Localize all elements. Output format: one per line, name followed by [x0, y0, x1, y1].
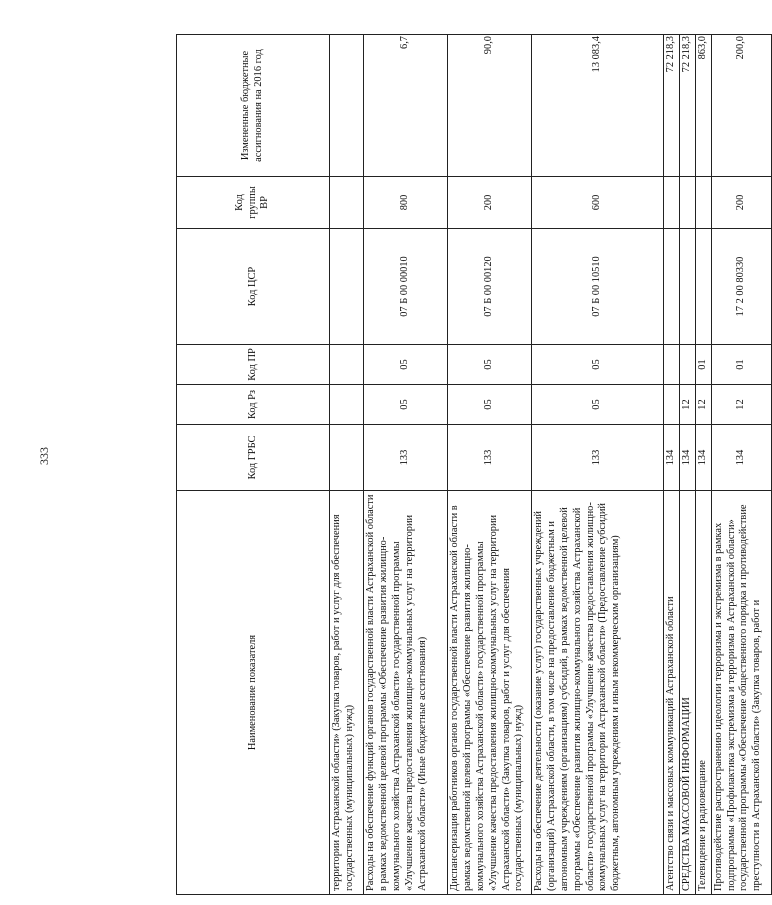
cell-sum: 6,7 [364, 35, 448, 177]
cell-vr: 600 [532, 177, 664, 229]
cell-pr [679, 345, 695, 385]
cell-sum: 863,0 [695, 35, 711, 177]
cell-name: Расходы на обеспечение деятельности (оказание услуг) государственных учреждений (организаций) Астраханской области, в том числе на предоставление бюджетным и автономным учреждениям (организациям) субсидий, в рамках ведомственной целевой программы «Обеспечение развития жилищно-коммунального хозяйства Астраханской области» государственной программы «Улучшение качества предоставления жилищно-коммунальных услуг на территории Астраханской области» (Предоставление субсидий бюджетным, автономным учреждениям и иным некоммерческим организациям) [532, 491, 664, 895]
cell-name: СРЕДСТВА МАССОВОЙ ИНФОРМАЦИИ [679, 491, 695, 895]
cell-name: территории Астраханской области» (Закупка товаров, работ и услуг для обеспечения государственных (муниципальных) нужд) [330, 491, 364, 895]
cell-vr: 800 [364, 177, 448, 229]
cell-pr: 05 [364, 345, 448, 385]
rotated-table-container [176, 35, 763, 895]
cell-sum: 72 218,3 [664, 35, 680, 177]
cell-rz: 05 [364, 385, 448, 425]
cell-rz [664, 385, 680, 425]
cell-csr: 07 Б 00 10510 [532, 229, 664, 345]
cell-rz: 12 [679, 385, 695, 425]
header-rz: Код Рз [177, 385, 330, 425]
header-csr: Код ЦСР [177, 229, 330, 345]
cell-csr [679, 229, 695, 345]
cell-pr [664, 345, 680, 385]
cell-pr: 05 [532, 345, 664, 385]
cell-csr: 07 Б 00 00120 [448, 229, 532, 345]
table-row [532, 35, 664, 895]
cell-rz [330, 385, 364, 425]
cell-pr: 01 [695, 345, 711, 385]
cell-name: Расходы на обеспечение функций органов государственной власти Астраханской области в рамках ведомственной целевой программы «Обеспечение развития жилищно-коммунального хозяйства Астраханской области» государственной программы «Улучшение качества предоставления жилищно-коммунальных услуг на территории Астраханской области» (Иные бюджетные ассигнования) [364, 491, 448, 895]
table-header-row [177, 35, 330, 895]
table-row [330, 35, 364, 895]
cell-name: Агентство связи и массовых коммуникаций Астраханской области [664, 491, 680, 895]
cell-rz: 12 [695, 385, 711, 425]
cell-vr: 200 [448, 177, 532, 229]
cell-grbs: 133 [532, 425, 664, 491]
header-vr: Код группы ВР [177, 177, 330, 229]
cell-vr [330, 177, 364, 229]
cell-name: Диспансеризация работников органов государственной власти Астраханской области в рамках ведомственной целевой программы «Обеспечение развития жилищно-коммунального хозяйства Астраханской области» государственной программы «Улучшение качества предоставления жилищно-коммунальных услуг на территории Астраханской области» (Закупка товаров, работ и услуг для обеспечения государственных (муниципальных) нужд) [448, 491, 532, 895]
cell-vr [664, 177, 680, 229]
budget-table [176, 34, 772, 895]
cell-sum [330, 35, 364, 177]
cell-csr [664, 229, 680, 345]
cell-vr [695, 177, 711, 229]
header-sum: Измененные бюджетные ассигнования на 2016 год [177, 35, 330, 177]
cell-grbs: 134 [695, 425, 711, 491]
header-pr: Код ПР [177, 345, 330, 385]
table-row [679, 35, 695, 895]
table-row [664, 35, 680, 895]
cell-sum: 200,0 [711, 35, 771, 177]
cell-sum: 72 218,3 [679, 35, 695, 177]
cell-grbs: 133 [448, 425, 532, 491]
cell-csr [330, 229, 364, 345]
cell-grbs: 134 [711, 425, 771, 491]
cell-grbs: 133 [364, 425, 448, 491]
cell-grbs: 134 [664, 425, 680, 491]
cell-rz: 05 [448, 385, 532, 425]
cell-pr: 05 [448, 345, 532, 385]
cell-grbs: 134 [679, 425, 695, 491]
header-grbs: Код ГРБС [177, 425, 330, 491]
cell-vr: 200 [711, 177, 771, 229]
cell-sum: 13 083,4 [532, 35, 664, 177]
table-row [711, 35, 771, 895]
cell-sum: 90,0 [448, 35, 532, 177]
table-row [448, 35, 532, 895]
cell-name: Противодействие распространению идеологии терроризма и экстремизма в рамках подпрограммы «Профилактика экстремизма и терроризма в Астраханской области» государственной программы «Обеспечение общественного порядка и противодействие преступности в Астраханской области» (Закупка товаров, работ и [711, 491, 771, 895]
page-number: 333 [37, 447, 51, 465]
cell-pr: 01 [711, 345, 771, 385]
table-row [695, 35, 711, 895]
cell-csr: 17 2 00 80330 [711, 229, 771, 345]
cell-name: Телевидение и радиовещание [695, 491, 711, 895]
cell-rz: 12 [711, 385, 771, 425]
cell-grbs [330, 425, 364, 491]
cell-pr [330, 345, 364, 385]
header-name: Наименование показателя [177, 491, 330, 895]
cell-rz: 05 [532, 385, 664, 425]
cell-csr: 07 Б 00 00010 [364, 229, 448, 345]
cell-csr [695, 229, 711, 345]
cell-vr [679, 177, 695, 229]
table-row [364, 35, 448, 895]
